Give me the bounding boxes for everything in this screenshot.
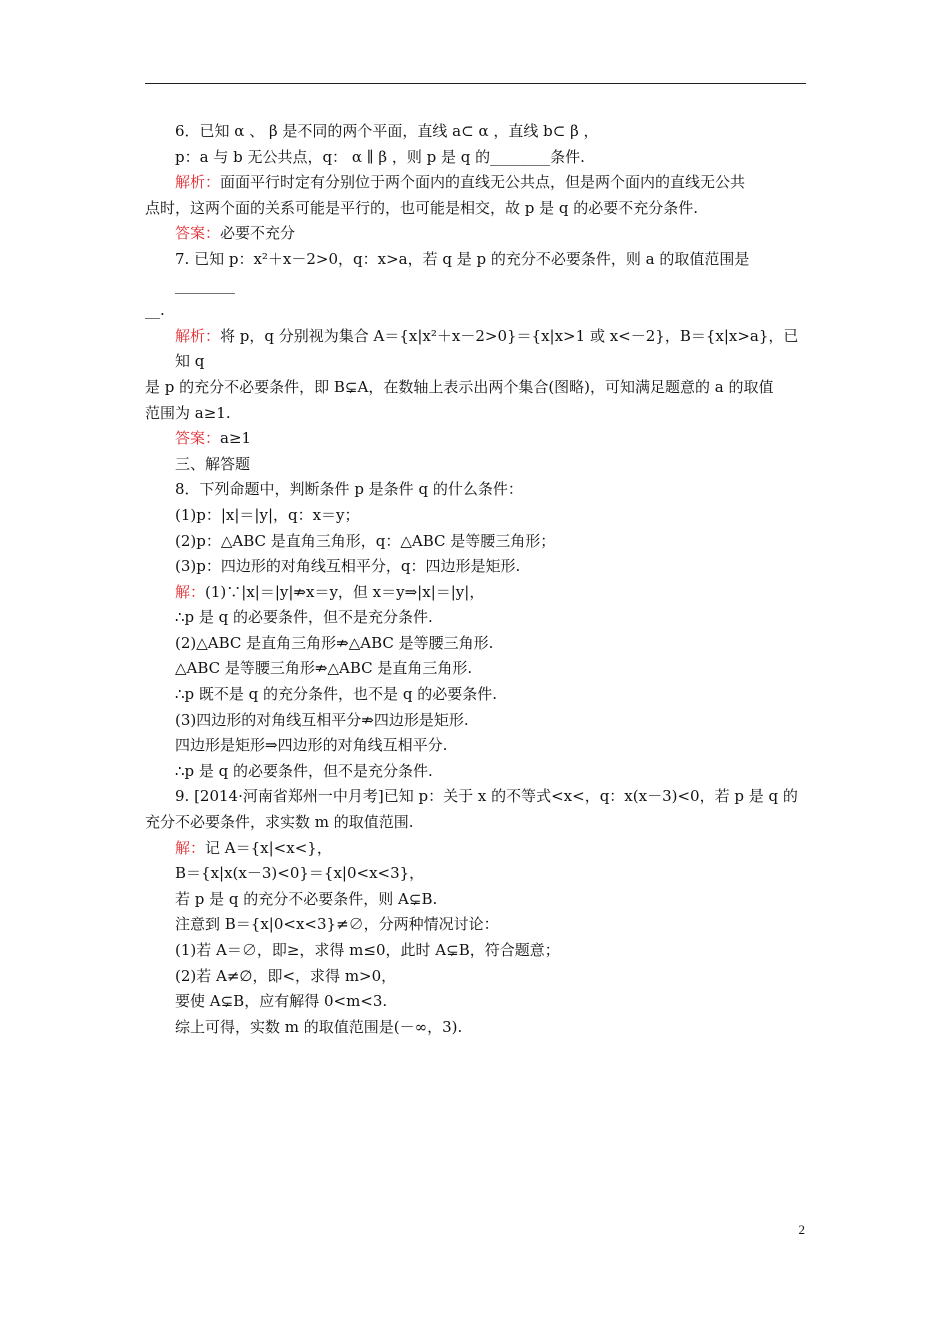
line-text: ∴p 是 q 的必要条件，但不是充分条件. [175, 608, 433, 627]
line-text: (2)p：△ABC 是直角三角形，q：△ABC 是等腰三角形； [175, 531, 556, 550]
line-text: △ABC 是等腰三角形⇏△ABC 是直角三角形. [175, 659, 473, 678]
line-text: 范围为 a≥1. [145, 403, 231, 422]
line-text: 点时，这两个面的关系可能是平行的，也可能是相交，故 p 是 q 的必要不充分条件. [145, 198, 699, 217]
answer-label: 答案： [175, 429, 221, 448]
text-line [145, 426, 809, 452]
text-line [145, 708, 809, 734]
line-text: 要使 A⊊B，应有解得 0<m<3. [175, 992, 388, 1011]
text-line [145, 375, 809, 401]
text-line [145, 554, 809, 580]
text-line [145, 298, 809, 324]
text-line [145, 861, 809, 887]
document-body [145, 119, 809, 1040]
text-line [145, 938, 809, 964]
text-line [145, 529, 809, 555]
line-text: 7. 已知 p：x²＋x－2>0，q：x>a，若 q 是 p 的充分不必要条件，则 a 的取值范围是________ [175, 249, 750, 294]
line-text: 综上可得，实数 m 的取值范围是(－∞，3). [175, 1017, 463, 1036]
text-line [145, 784, 809, 810]
line-text: 充分不必要条件，求实数 m 的取值范围. [145, 813, 414, 832]
line-text: 注意到 B＝{x|0<x<3}≠∅，分两种情况讨论： [175, 915, 499, 934]
text-line [145, 887, 809, 913]
line-text: 三、解答题 [175, 454, 251, 473]
line-text: ∴p 既不是 q 的充分条件，也不是 q 的必要条件. [175, 685, 497, 704]
line-text: B＝{x|x(x－3)<0}＝{x|0<x<3}， [175, 864, 425, 883]
text-line [145, 221, 809, 247]
text-line [145, 503, 809, 529]
answer-label: 解析： [175, 173, 221, 192]
line-text: 6．已知 α 、 β 是不同的两个平面，直线 a⊂ α ，直线 b⊂ β ， [175, 122, 599, 140]
line-text: (1)p：|x|＝|y|，q：x＝y； [175, 505, 360, 524]
text-line [145, 477, 809, 503]
line-text: 9. [2014·河南省郑州一中月考]已知 p：关于 x 的不等式<x<，q：x(x－3)<0，若 p 是 q 的 [175, 787, 798, 806]
line-text: 将 p，q 分别视为集合 A＝{x|x²＋x－2>0}＝{x|x>1 或 x<－2}，B＝{x|x>a}，已知 q [175, 326, 799, 371]
line-text: __. [145, 301, 165, 320]
line-text: 面面平行时定有分别位于两个面内的直线无公共点，但是两个面内的直线无公共 [220, 173, 746, 192]
text-line [145, 733, 809, 759]
line-text: (1)∵|x|＝|y|⇏x＝y，但 x＝y⇒|x|＝|y|， [205, 582, 485, 601]
text-line [145, 401, 809, 427]
line-text: 必要不充分 [220, 224, 296, 243]
answer-label: 解： [175, 582, 206, 601]
line-text: 若 p 是 q 的充分不必要条件，则 A⊊B. [175, 889, 438, 908]
page-number: 2 [798, 1222, 805, 1237]
line-text: (2)△ABC 是直角三角形⇏△ABC 是等腰三角形. [175, 633, 494, 652]
line-text: 8．下列命题中，判断条件 p 是条件 q 的什么条件： [175, 480, 523, 499]
text-line [145, 145, 809, 171]
line-text: (2)若 A≠∅，即<，求得 m>0， [175, 966, 397, 985]
text-line [145, 682, 809, 708]
text-line [145, 989, 809, 1015]
line-text: (3)四边形的对角线互相平分⇏四边形是矩形. [175, 710, 469, 729]
line-text: (3)p：四边形的对角线互相平分，q：四边形是矩形. [175, 557, 521, 576]
answer-label: 解析： [175, 326, 221, 345]
text-line [145, 836, 809, 862]
line-text: a≥1 [220, 429, 252, 448]
text-line [145, 759, 809, 785]
text-line [145, 605, 809, 631]
text-line [145, 119, 809, 145]
text-line [145, 912, 809, 938]
line-text: ∴p 是 q 的必要条件，但不是充分条件. [175, 761, 433, 780]
line-text: 记 A＝{x|<x<}， [205, 838, 332, 857]
line-text: p：a 与 b 无公共点，q： α ∥ β ，则 p 是 q 的________条件. [175, 147, 585, 166]
answer-label: 解： [175, 838, 206, 857]
text-line [145, 247, 809, 298]
text-line [145, 196, 809, 222]
text-line [145, 324, 809, 375]
text-line [145, 1015, 809, 1041]
text-line [145, 170, 809, 196]
text-line [145, 656, 809, 682]
text-line [145, 964, 809, 990]
header-rule [145, 83, 806, 84]
line-text: 四边形是矩形⇒四边形的对角线互相平分. [175, 736, 448, 755]
answer-label: 答案： [175, 224, 221, 243]
text-line [145, 452, 809, 478]
text-line [145, 810, 809, 836]
text-line [145, 580, 809, 606]
line-text: (1)若 A＝∅，即≥，求得 m≤0，此时 A⊊B，符合题意； [175, 941, 560, 959]
text-line [145, 631, 809, 657]
line-text: 是 p 的充分不必要条件，即 B⊊A，在数轴上表示出两个集合(图略)，可知满足题意的 a 的取值 [145, 377, 774, 396]
